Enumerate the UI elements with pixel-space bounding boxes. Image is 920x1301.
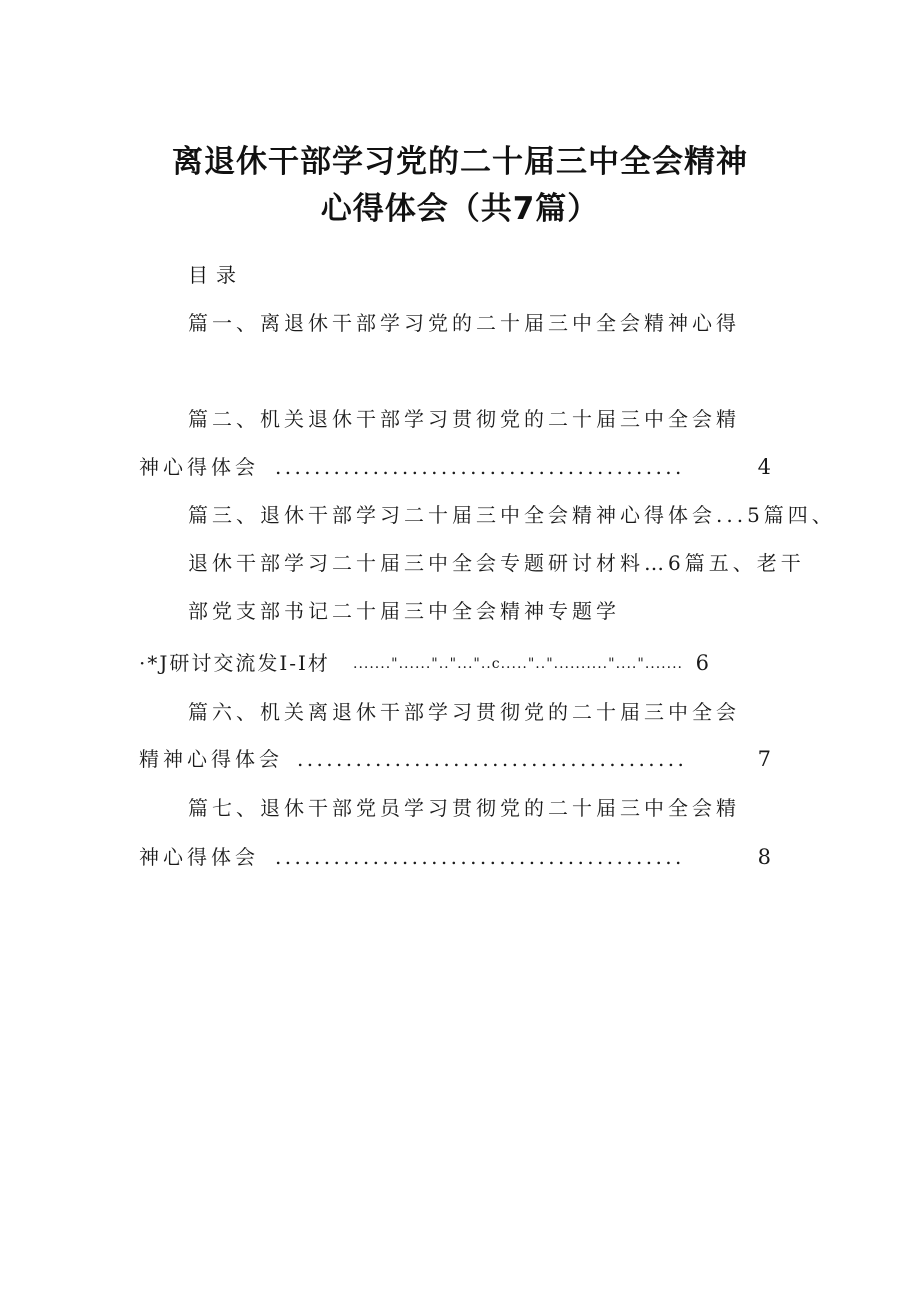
toc-entry-4[interactable]: 退休干部学习二十届三中全会专题研讨材料…6篇五、老干 [188,551,805,575]
toc-entry-6-continuation: 精神心得体会 [139,747,283,771]
toc-entry-2[interactable]: 篇二、机关退休干部学习贯彻党的二十届三中全会精 [188,407,740,431]
document-title-line-1: 离退休干部学习党的二十届三中全会精神 [172,144,748,180]
toc-heading: 目录 [188,263,244,287]
toc-entry-1[interactable]: 篇一、离退休干部学习党的二十届三中全会精神心得 [188,311,740,335]
document-title-line-2: 心得体会（共7篇） [320,191,600,227]
toc-entry-7[interactable]: 篇七、退休干部党员学习贯彻党的二十届三中全会精 [188,796,740,820]
toc-entry-2-page-number: 4 [757,455,771,479]
toc-entry-7-page-number: 8 [757,845,771,869]
toc-entry-6-dot-leader: ........................................ [297,747,688,771]
toc-entry-7-dot-leader: .......................................... [275,845,685,869]
toc-entry-6[interactable]: 篇六、机关离退休干部学习贯彻党的二十届三中全会 [188,700,740,724]
toc-entry-5[interactable]: 部党支部书记二十届三中全会精神专题学 [188,599,620,623]
toc-entry-5-continuation: ·*J研讨交流发I-I材 [139,651,330,675]
toc-entry-6-page-number: 7 [757,747,771,771]
toc-entry-7-leader-row[interactable] [139,842,779,872]
toc-entry-2-continuation: 神心得体会 [139,455,259,479]
toc-entry-2-dot-leader: .......................................... [275,455,685,479]
toc-entry-5-page-number: 6 [695,651,709,675]
toc-entry-6-leader-row[interactable] [139,744,779,774]
toc-entry-5-dot-leader: ......."......".."..."..c....."..".........."...."....... [353,656,683,672]
toc-entry-5-leader-row[interactable] [139,648,779,678]
toc-entry-7-continuation: 神心得体会 [139,845,259,869]
toc-entry-2-leader-row[interactable] [139,452,779,482]
toc-entry-3[interactable]: 篇三、退休干部学习二十届三中全会精神心得体会...5篇四、 [188,503,836,527]
